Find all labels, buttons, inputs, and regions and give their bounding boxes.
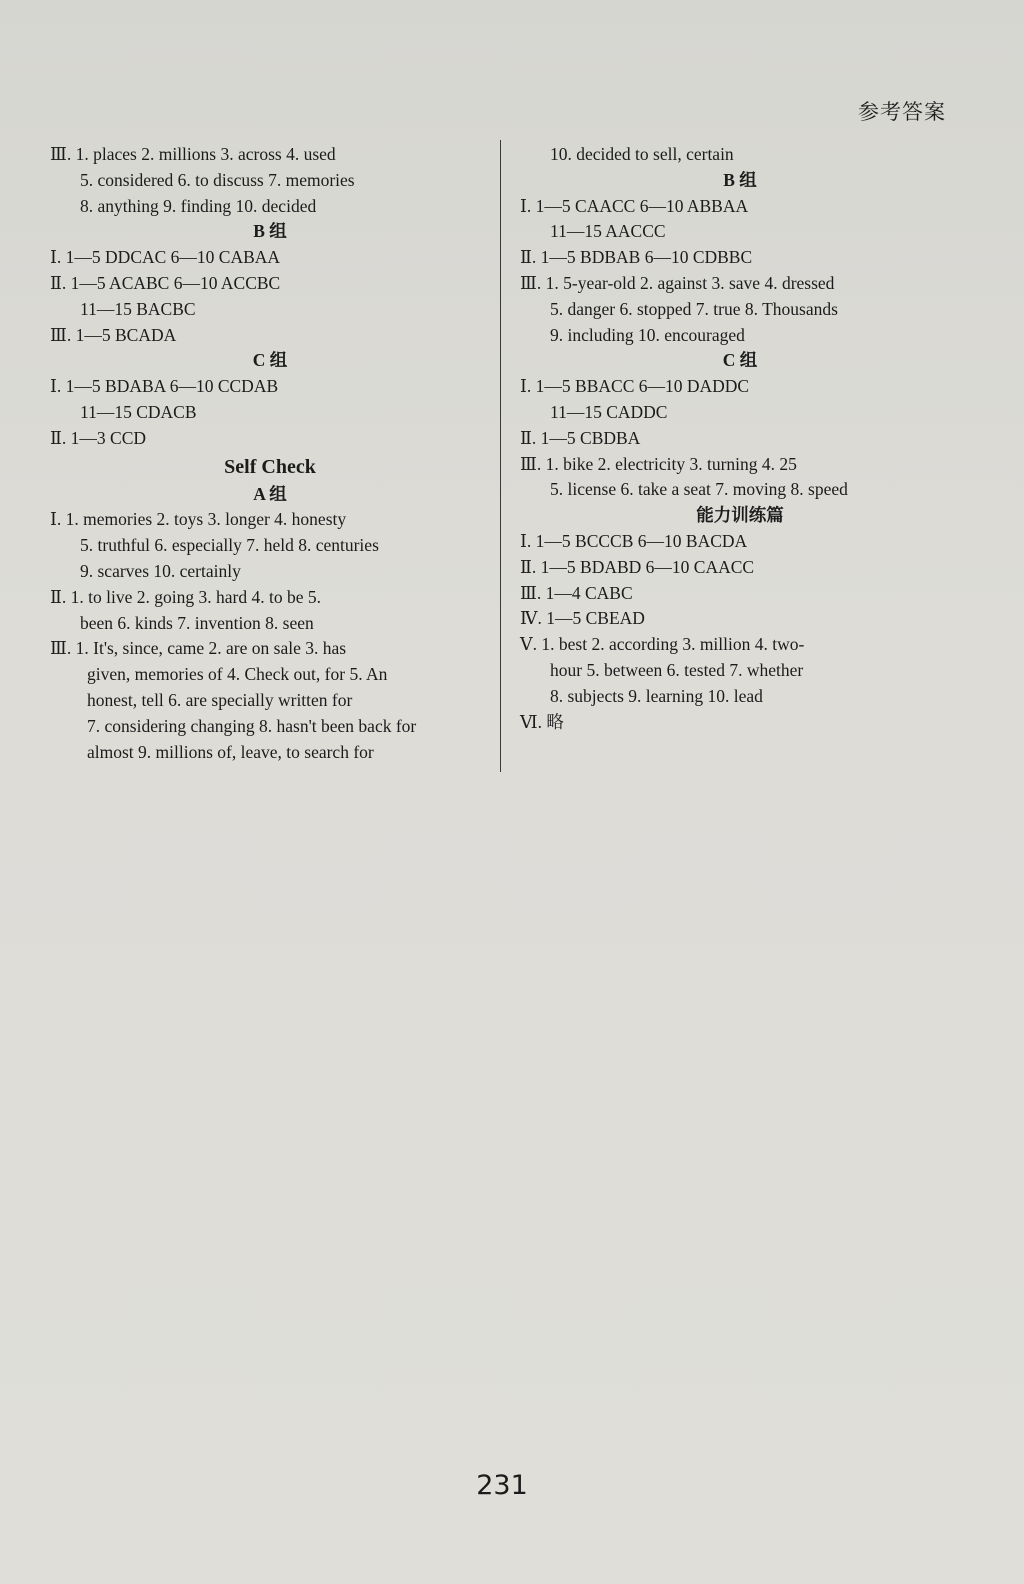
section-heading: B 组	[723, 169, 757, 190]
section-heading: Self Check	[224, 455, 316, 478]
answer-line: 5. danger 6. stopped 7. true 8. Thousands	[550, 298, 838, 319]
answer-line: Ⅰ. 1—5 BDABA 6—10 CCDAB	[50, 376, 279, 397]
section-heading: C 组	[722, 350, 758, 371]
answer-line: Ⅰ. 1—5 BCCCB 6—10 BACDA	[520, 530, 748, 551]
answer-line: Ⅲ. 1. places 2. millions 3. across 4. used	[50, 144, 336, 164]
answer-line: Ⅰ. 1—5 BBACC 6—10 DADDC	[520, 376, 750, 397]
answer-line: 10. decided to sell, certain	[550, 144, 734, 164]
right-column	[520, 142, 960, 735]
page-number: 231	[476, 1470, 528, 1501]
page-header: 参考答案	[858, 100, 946, 124]
answer-line: 5. license 6. take a seat 7. moving 8. speed	[550, 479, 848, 500]
answer-line: Ⅱ. 1—3 CCD	[50, 427, 147, 448]
answer-line: been 6. kinds 7. invention 8. seen	[80, 612, 314, 633]
answer-line: 5. considered 6. to discuss 7. memories	[80, 169, 355, 190]
answer-line: hour 5. between 6. tested 7. whether	[550, 659, 804, 680]
answer-line: 9. including 10. encouraged	[550, 324, 745, 345]
answer-line: 11—15 CADDC	[550, 401, 668, 422]
section-heading: A 组	[253, 483, 287, 504]
answer-line: 11—15 AACCC	[550, 221, 666, 242]
answer-line: Ⅲ. 1—5 BCADA	[50, 324, 177, 345]
answer-line: 5. truthful 6. especially 7. held 8. centuries	[80, 535, 379, 556]
answer-line: Ⅵ. 略	[520, 711, 564, 732]
answer-line: almost 9. millions of, leave, to search for	[87, 741, 374, 762]
answer-line: Ⅰ. 1. memories 2. toys 3. longer 4. honesty	[50, 509, 347, 530]
answer-line: Ⅴ. 1. best 2. according 3. million 4. two-	[520, 634, 805, 655]
answer-line: Ⅱ. 1. to live 2. going 3. hard 4. to be 5.	[50, 586, 321, 607]
answer-line: Ⅱ. 1—5 ACABC 6—10 ACCBC	[50, 272, 281, 293]
section-heading: 能力训练篇	[696, 505, 784, 526]
left-column	[50, 142, 490, 765]
answer-line: given, memories of 4. Check out, for 5. An	[87, 664, 388, 685]
answer-line: Ⅱ. 1—5 BDABD 6—10 CAACC	[520, 556, 755, 577]
answer-line: 7. considering changing 8. hasn't been back for	[87, 715, 417, 736]
section-heading: C 组	[252, 350, 288, 371]
section-heading: B 组	[253, 221, 287, 242]
answer-line: Ⅱ. 1—5 CBDBA	[520, 427, 641, 448]
answer-line: Ⅲ. 1. 5-year-old 2. against 3. save 4. dressed	[520, 272, 835, 293]
answer-line: 8. subjects 9. learning 10. lead	[550, 685, 763, 706]
answer-line: Ⅰ. 1—5 DDCAC 6—10 CABAA	[50, 247, 281, 268]
answer-line: Ⅱ. 1—5 BDBAB 6—10 CDBBC	[520, 247, 753, 268]
answer-line: 9. scarves 10. certainly	[80, 560, 241, 581]
answer-line: Ⅰ. 1—5 CAACC 6—10 ABBAA	[520, 195, 749, 216]
answer-line: 8. anything 9. finding 10. decided	[80, 195, 317, 216]
answer-line: honest, tell 6. are specially written for	[87, 689, 353, 710]
answer-line: 11—15 BACBC	[80, 298, 196, 319]
answer-line: Ⅳ. 1—5 CBEAD	[520, 608, 645, 629]
answer-line: 11—15 CDACB	[80, 401, 197, 422]
answer-line: Ⅲ. 1. It's, since, came 2. are on sale 3. has	[50, 638, 347, 659]
column-divider	[500, 140, 501, 772]
answer-line: Ⅲ. 1. bike 2. electricity 3. turning 4. 25	[520, 453, 797, 474]
answer-line: Ⅲ. 1—4 CABC	[520, 582, 633, 603]
